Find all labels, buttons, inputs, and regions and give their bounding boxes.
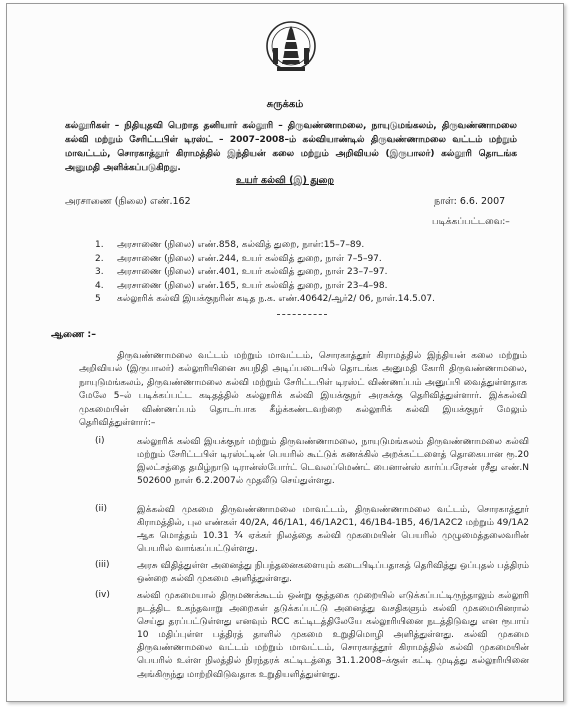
reference-number: 5 bbox=[95, 294, 101, 304]
order-paragraph: திருவண்ணாமலை வட்டம் மற்றும் மாவட்டம், சொரகாத்தூர் கிராமத்தில் இந்தியன் கலை மற்றும் அறிவியல் (இருபாலர்) கல்லூரியினை சுயநிதி அடிப்படையில் தொடங்க அனுமதி கோரி திருவண்ணாமலை, நாயுடுமங்கலம், திருவண்ணாமலை கல்வி மற்றும் சேரிட்டபிள் டிரஸ்ட் விண்ணப்பம் அனுப்பி வைத்துள்ளதாக மேலே 5–ல் படிக்கப்பட்ட கடிதத்தில் கல்லூரிக் கல்வி இயக்குநர் அரசுக்கு தெரிவித்துள்ளார். இக்கல்வி முகமையின் விண்ணப்பம் தொடர்பாக கீழ்க்கண்டவற்றை கல்லூரிக் கல்வி இயக்குநர் மேலும் தெரிவித்துள்ளார்:– bbox=[79, 351, 527, 429]
reference-text: கல்லூரிக் கல்வி இயக்குநரின் கடித ந.க. எண்.40642/ஆர்2/ 06, நாள்.14.5.07. bbox=[117, 294, 435, 304]
sub-point-label: (ii) bbox=[95, 504, 108, 514]
sub-point-text: கல்லூரிக் கல்வி இயக்குநர் மற்றும் திருவண்ணாமலை, நாயுடுமங்கலம் திருவண்ணாமலை கல்வி மற்றும் சேரிட்டபிள் டிரஸ்ட்டின் பெயரில் கூட்டுக் கணக்கில் அறக்கட்டளைத் தொகையான ரூ.20 இலட்சத்தை தமிழ்நாடு டிரான்ஸ்போர்ட் டெவலப்மெண்ட் பைனான்ஸ் கார்ப்பரேசன் ரசீது எண்.N 502600 நாள் 6.2.2007ல் முதலீடு செய்துள்ளது. bbox=[137, 437, 529, 487]
order-label: ஆணை :– bbox=[51, 329, 96, 340]
document-title: சுருக்கம் bbox=[266, 99, 304, 110]
reference-text: அரசாணை (நிலை) எண்.858, கல்வித் துறை, நாள்:15–7–89. bbox=[117, 240, 365, 250]
reference-text: அரசாணை (நிலை) எண்.165, உயர் கல்வித் துறை, நாள் 23–4–98. bbox=[117, 280, 388, 291]
document-page bbox=[6, 3, 564, 702]
sub-point bbox=[95, 436, 529, 488]
reference-text: அரசாணை (நிலை) எண்.401, உயர் கல்வித் துறை, நாள் 23–7–97. bbox=[117, 267, 388, 277]
go-date: நாள்: 6.6. 2007 bbox=[434, 196, 506, 207]
reference-text: அரசாணை (நிலை) எண்.244, உயர் கல்வித் துறை, நாள் 7–5–97. bbox=[117, 253, 382, 264]
sub-point bbox=[95, 590, 529, 682]
sub-point-text: இக்கல்வி முகமை திருவண்ணாமலை மாவட்டம், திருவண்ணாமலை வட்டம், சொரகாத்தூர் கிராமத்தில், புல எண்கள் 40/2A, 46/1A1, 46/1A2C1, 46/1B4-1B5, 46/1A2C2 மற்றும் 49/1A2 ஆக மொத்தம் 10.31 ¾ ஏக்கர் நிலத்தை கல்வி முகமையின் பெயரில் முழுமைத்தலைவரின் பெயரில் வாங்கப்பட்டுள்ளது. bbox=[137, 505, 529, 555]
reference-number: 1. bbox=[95, 240, 104, 250]
sub-point-label: (iii) bbox=[95, 560, 110, 570]
sub-point-text: கல்வி முகமையால் திருமணக்கூடம் ஒன்று குத்தகை முறையில் எடுக்கப்பட்டிருந்தாலும் கல்லூரி நடத்திட உகந்தவாறு அறைகள் தடுக்கப்பட்டு அனைத்து வசதிகளும் கல்வி முகமையினரால் செய்து தரப்பட்டுள்ளது எனவும் RCC கட்டிடத்திலேயே கல்லூரியினை நடத்திடுவது என ரூபாய் 10 மதிப்புள்ள பத்திரத் தாளில் முகமை உறுதிமொழி அளித்துள்ளது. கல்வி முகமை திருவண்ணாமலை வட்டம் மற்றும் மாவட்டம், சொரகாத்தூர் கிராமத்தில் கல்வி முகமையின் பெயரில் உள்ள நிலத்தில் நிரந்தரக் கட்டிடத்தை 31.1.2008–க்குள் கட்டி முடித்து கல்லூரியினை அங்கிருந்து மாற்றிவிடுவதாக உறுதியளித்துள்ளது. bbox=[137, 591, 529, 680]
sub-point bbox=[95, 560, 529, 586]
reference-item bbox=[95, 294, 435, 308]
tamil-nadu-emblem bbox=[265, 18, 317, 78]
reference-item bbox=[95, 267, 435, 281]
reference-number: 2. bbox=[95, 253, 104, 264]
reference-item bbox=[95, 240, 435, 254]
department-heading: உயர் கல்வி (இ) துறை bbox=[235, 175, 335, 186]
subject-text: கல்லூரிகள் – நிதியுதவி பெறாத தனியார் கல்லூரி – திருவண்ணாமலை, நாயுடுமங்கலம், திருவண்ணாமலை கல்வி மற்றும் சேரிட்டபிள் டிரஸ்ட் – 2007–2008–ம் கல்வியாண்டில் திருவண்ணாமலை வட்டம் மற்றும் மாவட்டம், சொரகாத்தூர் கிராமத்தில் இந்தியன் கலை மற்றும் அறிவியல் (இருபாலர்) கல்லூரி தொடங்க அனுமதி அளிக்கப்படுகிறது. bbox=[65, 121, 517, 173]
sub-point-label: (iv) bbox=[95, 590, 110, 600]
references-list bbox=[95, 240, 435, 308]
reference-number: 3. bbox=[95, 267, 104, 277]
reference-item bbox=[95, 281, 435, 295]
reference-item bbox=[95, 254, 435, 268]
sub-point bbox=[95, 504, 529, 556]
read-label: படிக்கப்பட்டவை:– bbox=[432, 217, 510, 227]
sub-point-label: (i) bbox=[95, 436, 105, 446]
go-number: அரசாணை (நிலை) எண்.162 bbox=[65, 196, 191, 207]
separator-line bbox=[277, 314, 327, 315]
sub-point-text: அரசு விதித்துள்ள அனைத்து நிபந்தனைகளையும் கடைபிடிப்பதாகத் தெரிவித்து ஒப்புதல் பத்திரம் ஒன்றை கல்வி முகமை அளித்துள்ளது. bbox=[137, 561, 529, 585]
reference-number: 4. bbox=[95, 280, 104, 291]
